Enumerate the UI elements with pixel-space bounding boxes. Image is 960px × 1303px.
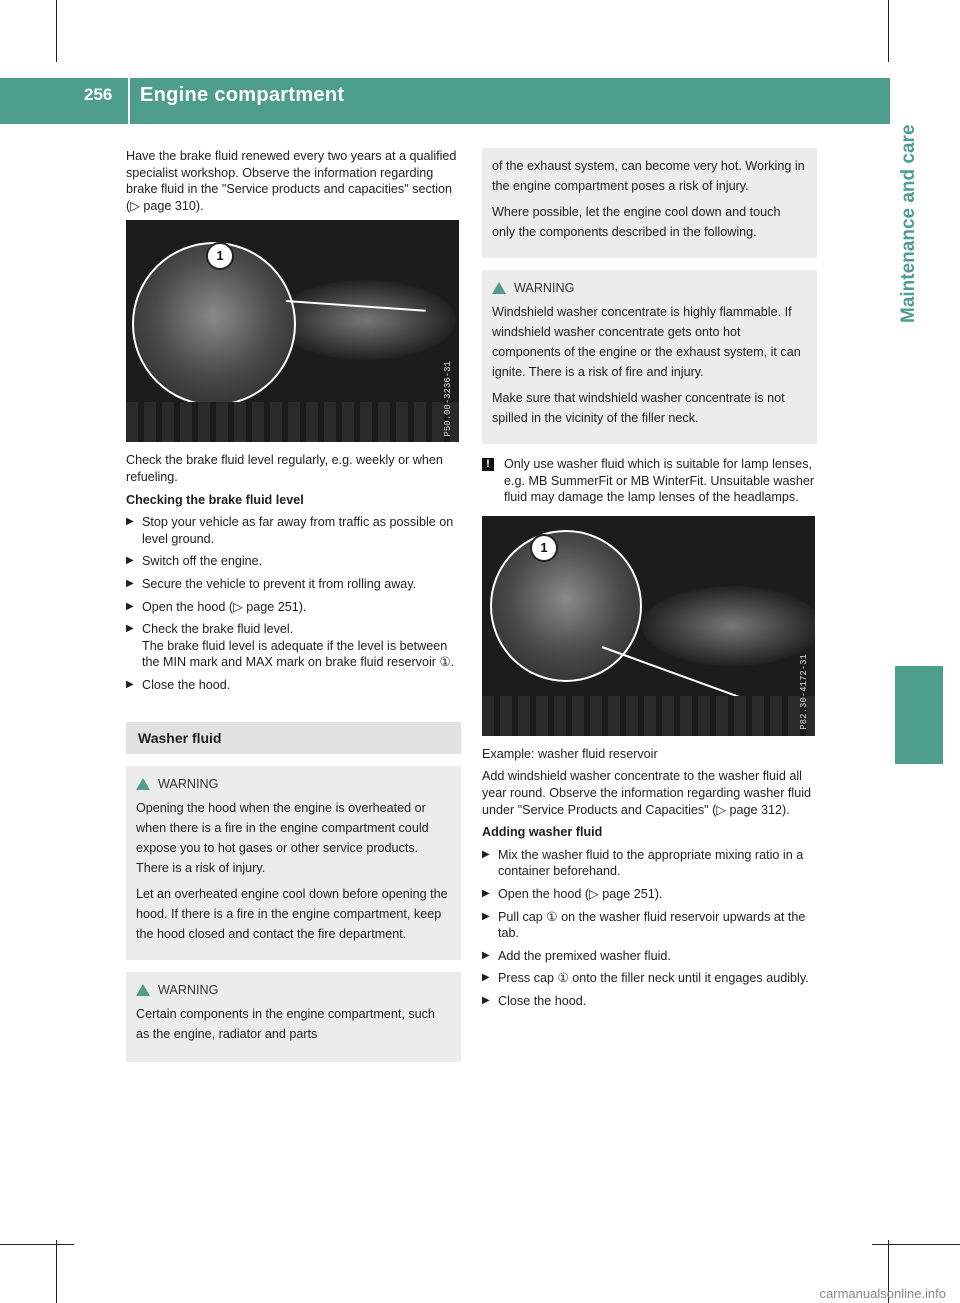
warning-box-continued: [482, 148, 817, 258]
arrow-right-icon: ▶: [126, 600, 134, 612]
step-item: ▶ Pull cap ① on the washer fluid reservoir upwards at the tab.: [482, 909, 806, 941]
arrow-right-icon: ▶: [126, 555, 134, 567]
warning-box: [482, 270, 817, 444]
step-item: ▶ Add the premixed washer fluid.: [482, 948, 671, 963]
photo-code: P82.30-4172-31: [799, 654, 810, 730]
chapter-title: Engine compartment: [140, 84, 345, 106]
step-item: ▶ Secure the vehicle to prevent it from rolling away.: [126, 576, 417, 591]
warning-triangle-icon: [136, 984, 150, 996]
section-heading-washer-fluid: Washer fluid: [126, 722, 461, 755]
crop-mark-top-right-v: [888, 0, 889, 62]
callout-1: 1: [530, 534, 558, 562]
arrow-right-icon: ▶: [126, 516, 134, 528]
header-bar: [0, 78, 890, 124]
photo-caption: Example: washer fluid reservoir: [482, 746, 658, 761]
engine-cover-grille: [482, 696, 815, 736]
crop-mark-top-left-v: [56, 0, 57, 62]
side-tab-block: [895, 666, 943, 764]
callout-1: 1: [206, 242, 234, 270]
step-item: ▶ Mix the washer fluid to the appropriate mixing ratio in a container beforehand.: [482, 847, 804, 879]
warning-text: Make sure that windshield washer concentrate is not spilled in the vicinity of the filler neck.: [492, 391, 785, 425]
warning-text: Let an overheated engine cool down before opening the hood. If there is a fire in the engine compartment, keep the hood closed and contact the fire department.: [136, 887, 448, 942]
warning-triangle-icon: [136, 778, 150, 790]
warning-title: WARNING: [158, 777, 219, 792]
arrow-right-icon: ▶: [482, 910, 490, 922]
checking-heading: Checking the brake fluid level: [126, 492, 304, 507]
arrow-right-icon: ▶: [482, 887, 490, 899]
intro-paragraph: Have the brake fluid renewed every two years at a qualified specialist workshop. Observe the information regarding brake fluid in the "Service products and capacities" section (▷ page 310).: [126, 149, 457, 213]
check-regular-text: Check the brake fluid level regularly, e.g. weekly or when refueling.: [126, 453, 443, 484]
warning-text: Opening the hood when the engine is overheated or when there is a fire in the engine compartment could expose you to hot gases or other service products. There is a risk of injury.: [136, 801, 429, 876]
warning-triangle-icon: [492, 282, 506, 294]
warning-text: Windshield washer concentrate is highly flammable. If windshield washer concentrate gets onto hot components of the engine or the exhaust system, it can ignite. There is a risk of fire and injury.: [492, 305, 801, 379]
adding-heading: Adding washer fluid: [482, 825, 603, 840]
arrow-right-icon: ▶: [482, 949, 490, 961]
right-column: [482, 148, 817, 1016]
crop-mark-bottom-left-h: [0, 1244, 74, 1245]
arrow-right-icon: ▶: [126, 577, 134, 589]
step-item: ▶ Close the hood.: [126, 677, 231, 692]
washer-fluid-photo: [482, 516, 815, 736]
arrow-right-icon: ▶: [126, 623, 134, 635]
crop-mark-bottom-left-v: [56, 1240, 57, 1303]
step-item: ▶ Open the hood (▷ page 251).: [482, 886, 663, 901]
step-item: ▶ Press cap ① onto the filler neck until it engages audibly.: [482, 971, 809, 986]
crop-mark-bottom-right-h: [872, 1244, 960, 1245]
side-tab-label: Maintenance and care: [898, 124, 919, 323]
page-number: 256: [84, 85, 113, 104]
step-item: ▶ Check the brake fluid level. The brake fluid level is adequate if the level is between the MIN mark and MAX mark on brake fluid reservoir ①.: [126, 621, 461, 671]
arrow-right-icon: ▶: [482, 848, 490, 860]
header-separator: [128, 78, 130, 124]
note-paragraph: ! Only use washer fluid which is suitable for lamp lenses, e.g. MB SummerFit or MB WinterFit. Unsuitable washer fluid may damage the lamp lenses of the headlamps.: [482, 456, 817, 506]
magnified-inset: [490, 530, 642, 682]
left-column: [126, 148, 461, 1074]
engine-highlight: [642, 586, 815, 666]
warning-text: Where possible, let the engine cool down and touch only the components described in the following.: [492, 205, 781, 239]
step-item: ▶ Switch off the engine.: [126, 554, 263, 569]
engine-cover-grille: [126, 402, 459, 442]
photo-code: P50.00-3236-31: [443, 360, 454, 437]
warning-box: [126, 972, 461, 1062]
step-item: ▶ Open the hood (▷ page 251).: [126, 599, 307, 614]
step-result: The brake fluid level is adequate if the level is between the MIN mark and MAX mark on brake fluid reservoir ①.: [142, 638, 455, 670]
warning-text: Certain components in the engine compartment, such as the engine, radiator and parts: [136, 1007, 435, 1042]
arrow-right-icon: ▶: [126, 678, 134, 690]
step-item: ▶ Stop your vehicle as far away from traffic as possible on level ground.: [126, 515, 454, 546]
step-item: ▶ Close the hood.: [482, 993, 587, 1008]
warning-title: WARNING: [514, 281, 575, 295]
engine-highlight: [276, 280, 456, 360]
warning-box: [126, 766, 461, 960]
warning-text: of the exhaust system, can become very hot. Working in the engine compartment poses a risk of injury.: [492, 159, 805, 193]
add-paragraph: Add windshield washer concentrate to the washer fluid all year round. Observe the information regarding washer fluid under "Service Products and Capacities" (▷ page 312).: [482, 769, 812, 817]
arrow-right-icon: ▶: [482, 972, 490, 984]
footer-watermark: carmanualsonline.info: [819, 1286, 946, 1301]
exclamation-note-icon: !: [482, 458, 494, 471]
brake-fluid-photo: [126, 220, 459, 442]
arrow-right-icon: ▶: [482, 994, 490, 1006]
warning-title: WARNING: [158, 983, 219, 998]
